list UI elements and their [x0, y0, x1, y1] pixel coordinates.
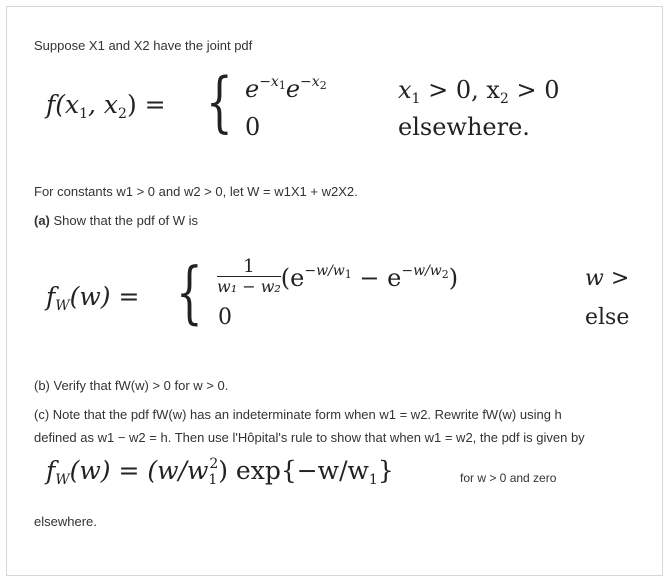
eq2-W: W — [55, 298, 70, 314]
eq3-after: ) exp{−w/w — [218, 456, 369, 485]
eq2-exp-group — [281, 264, 458, 292]
eq1-lhs-f: f(x — [46, 90, 80, 119]
eq3 — [46, 456, 394, 488]
eq1-lhs-end: ) = — [126, 90, 166, 119]
eq2-sup-b-sub: 2 — [441, 268, 449, 281]
eq3-tail: for w > 0 and zero — [460, 471, 557, 485]
eq3-sup: 2 — [209, 456, 219, 472]
eq1-lhs-mid: , x — [88, 90, 119, 119]
eq1-lhs — [46, 90, 166, 122]
eq2-rest: (w) = — [69, 282, 140, 311]
eq3-W: W — [55, 472, 70, 488]
eq1-cond-end: > 0 — [508, 76, 560, 104]
elsewhere-text: elsewhere. — [34, 514, 97, 529]
eq1-sup-b: −x — [300, 74, 320, 90]
eq3-sub: 1 — [208, 472, 218, 488]
eq1-lhs-sub1: 1 — [79, 106, 89, 122]
eq2-case1-expr — [217, 258, 458, 297]
eq1-case1-expr — [245, 74, 327, 103]
eq2-lhs — [46, 282, 139, 314]
part-a — [34, 213, 198, 228]
eq1-cond-sub1: 1 — [411, 91, 421, 107]
eq2-f: f — [46, 282, 56, 311]
eq3-close: } — [377, 456, 394, 485]
eq1-sup-b-sub: 2 — [319, 79, 327, 92]
eq1-sup-a-sub: 1 — [278, 79, 286, 92]
eq2-open: (e — [280, 264, 305, 292]
eq1-case2-expr: 0 — [245, 113, 261, 141]
eq2-sup-a: −w/w — [304, 263, 345, 279]
eq1-e1: e — [245, 75, 260, 103]
eq2-sup-a-sub: 1 — [344, 268, 352, 281]
eq1-e2: e — [285, 75, 301, 103]
eq1-cond-x1: x — [398, 76, 412, 104]
eq2-close: ) — [448, 264, 459, 292]
part-a-text: Show that the pdf of W is — [49, 213, 199, 228]
eq2-left-brace: { — [176, 253, 203, 332]
constants-text: For constants w1 > 0 and w2 > 0, let W = w1X1 + w2X2. — [34, 184, 358, 199]
eq1-case2-cond: elsewhere. — [398, 113, 530, 141]
eq1-left-brace: { — [206, 64, 233, 140]
eq3-f: f — [46, 456, 56, 485]
eq1-sup-a: −x — [259, 74, 279, 90]
eq2-case2-expr: 0 — [218, 305, 232, 330]
eq2-fraction-den: w₁ − w₂ — [217, 277, 281, 296]
eq1-cond-sub2: 2 — [499, 91, 509, 107]
part-b: (b) Verify that fW(w) > 0 for w > 0. — [34, 378, 229, 393]
eq1-cond-mid: > 0, x — [420, 76, 500, 104]
eq3-sub2: 1 — [368, 472, 378, 488]
part-a-label: (a) — [34, 213, 50, 228]
eq2-cond1: w > — [585, 266, 630, 291]
part-c-line1: (c) Note that the pdf fW(w) has an indeterminate form when w1 = w2. Rewrite fW(w) using h — [34, 407, 562, 422]
eq1-lhs-sub2: 2 — [118, 106, 127, 122]
eq1-case1-cond — [398, 76, 559, 107]
eq2-fraction — [217, 258, 281, 297]
eq2-mid: − e — [351, 264, 402, 292]
eq2-sup-b: −w/w — [401, 263, 442, 279]
eq3-rest: (w) = (w/w — [69, 456, 209, 485]
part-c-line2: defined as w1 − w2 = h. Then use l'Hôpital's rule to show that when w1 = w2, the pdf is given by — [34, 430, 585, 445]
eq2-cond2: else — [585, 305, 630, 330]
intro-text: Suppose X1 and X2 have the joint pdf — [34, 38, 253, 53]
eq2-fraction-num: 1 — [217, 258, 281, 277]
